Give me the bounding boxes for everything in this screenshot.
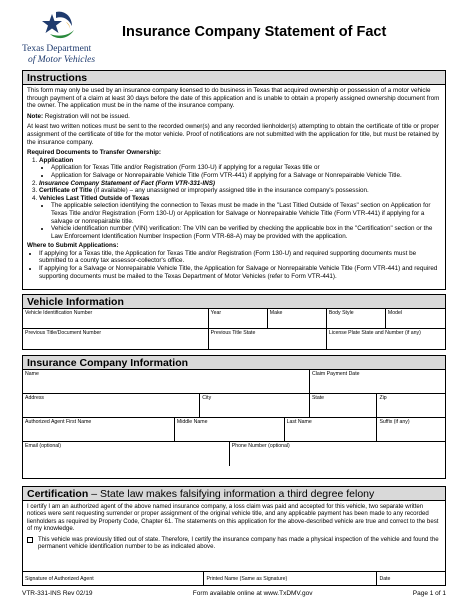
item-statement-of-fact: Insurance Company Statement of Fact (Form VTR-331-INS) xyxy=(39,179,215,187)
org-name-line2: of Motor Vehicles xyxy=(28,55,96,65)
list-item: • If applying for a Texas title, the Application for Texas Title and/or Registration (Form 130-U) and required supporting documents must be submitted to a county tax assessor-collector's office. xyxy=(39,250,441,265)
org-name-line1: Texas Department xyxy=(22,44,92,54)
vehicle-info-section xyxy=(22,294,446,350)
phone-field[interactable]: Phone Number (optional) xyxy=(231,443,290,449)
where-to-submit-heading: Where to Submit Applications: xyxy=(27,242,119,250)
item-application: Application xyxy=(39,156,74,164)
note-label: Note: xyxy=(27,112,44,120)
vehicle-info-heading: Vehicle Information xyxy=(23,295,445,309)
instructions-note xyxy=(27,113,441,121)
form-title: Insurance Company Statement of Fact xyxy=(122,24,387,40)
item-certificate-text: (if available) – any unassigned or improperly assigned title in the insurance company's possession. xyxy=(93,187,369,195)
address-field[interactable]: Address xyxy=(23,394,200,417)
model-field[interactable]: Model xyxy=(387,310,403,316)
company-name-field[interactable]: Name xyxy=(23,370,310,393)
list-item: • Vehicle identification number (VIN) verification: The VIN can be verified by checking the applicable box in the "Certification" section or the Law Enforcement Identification Number Inspection (Form VTR-68-A) may be provided with the application. xyxy=(51,225,441,240)
body-style-field[interactable]: Body Style xyxy=(327,309,386,328)
city-field[interactable]: City xyxy=(200,394,310,417)
insurance-info-heading: Insurance Company Information xyxy=(23,356,445,370)
instructions-section xyxy=(22,70,446,290)
list-item: • If applying for a Salvage or Nonrepairable Vehicle Title, the Application for Salvage or Nonrepairable Vehicle Title (Form VTR-441) and required supporting documents must be mailed to the Texas Department of Motor Vehicles (refer to Form VTR-441). xyxy=(39,265,441,280)
vehicle-row-2 xyxy=(23,329,445,349)
insurance-row-4 xyxy=(23,442,445,466)
out-of-state-check xyxy=(27,536,441,551)
zip-field[interactable]: Zip xyxy=(379,395,387,401)
list-item xyxy=(39,157,441,180)
email-field[interactable]: Email (optional) xyxy=(23,442,230,466)
middle-name-field[interactable]: Middle Name xyxy=(175,418,285,441)
signature-row xyxy=(23,571,445,585)
certification-heading xyxy=(23,487,445,501)
out-of-state-checkbox[interactable] xyxy=(27,537,33,543)
txdmv-logo xyxy=(22,8,112,64)
form-id: VTR-331-INS Rev 02/19 xyxy=(22,590,93,597)
form-online-link: Form available online at www.TxDMV.gov xyxy=(192,590,313,597)
vehicle-row-1 xyxy=(23,309,445,329)
signature-field[interactable]: Signature of Authorized Agent xyxy=(23,572,204,585)
required-docs-list xyxy=(27,157,441,241)
item-certificate-label: Certificate of Title xyxy=(39,187,93,195)
certification-warning: – State law makes falsifying information a third degree felony xyxy=(91,488,375,500)
agent-first-name-field[interactable]: Authorized Agent First Name xyxy=(23,418,175,441)
insurance-info-section xyxy=(22,355,446,479)
prev-title-state-field[interactable]: Previous Title State xyxy=(209,329,327,349)
last-name-field[interactable]: Last Name xyxy=(285,418,378,441)
date-field[interactable]: Date xyxy=(379,576,391,582)
list-item: • Application for Texas Title and/or Registration (Form 130-U) if applying for a regular Texas title or xyxy=(51,164,441,172)
list-item: • The applicable selection identifying the connection to Texas must be made in the "Last Titled Outside of Texas" section on Application for Texas Title and/or Registration (Form 130-U) or Application for Salvage or Nonrepairable Vehicle Title (Form VTR-441) if applying for a salvage or nonrepairable title. xyxy=(51,202,441,225)
vin-field[interactable]: Vehicle Identification Number xyxy=(23,309,209,328)
insurance-row-2 xyxy=(23,394,445,418)
required-docs-heading: Required Documents to Transfer Ownership: xyxy=(27,149,162,157)
instructions-paragraph-2: At least two written notices must be sent to the recorded owner(s) and any recorded lienholder(s) attempting to obtain the certificate of title or proper assignment of the certificate of title for the motor vehicle. Proof of notifications are not submitted with the application for title, but must be retained by the insurance company. xyxy=(27,123,439,146)
insurance-row-1 xyxy=(23,370,445,394)
item-outside-texas: Vehicles Last Titled Outside of Texas xyxy=(39,194,150,202)
instructions-heading: Instructions xyxy=(23,71,445,85)
star-logo-icon xyxy=(42,8,78,42)
license-plate-field[interactable]: License Plate State and Number (if any) xyxy=(328,330,421,336)
list-item xyxy=(39,195,441,241)
prev-title-field[interactable]: Previous Title/Document Number xyxy=(23,329,209,349)
suffix-field[interactable]: Suffix (if any) xyxy=(379,419,410,425)
instructions-body xyxy=(23,85,445,282)
out-of-state-text: This vehicle was previously titled out of state. Therefore, I certify the insurance company has made a physical inspection of the vehicle and found the permanent vehicle identification number to be as indicated above. xyxy=(38,535,439,551)
printed-name-field[interactable]: Printed Name (Same as Signature) xyxy=(204,572,377,585)
certification-section xyxy=(22,486,446,586)
certification-title: Certification xyxy=(27,488,89,500)
list-item xyxy=(39,180,441,188)
claim-date-field[interactable]: Claim Payment Date xyxy=(311,371,360,377)
page-footer xyxy=(22,590,446,597)
insurance-row-3 xyxy=(23,418,445,442)
list-item xyxy=(39,187,441,195)
certification-body xyxy=(23,501,445,552)
note-text: Registration will not be issued. xyxy=(44,112,130,120)
year-field[interactable]: Year xyxy=(209,309,268,328)
list-item: • Application for Salvage or Nonrepairable Vehicle Title (Form VTR-441) if applying for a Salvage or Nonrepairable Vehicle Title. xyxy=(51,172,441,180)
state-field[interactable]: State xyxy=(310,394,378,417)
where-to-submit-list xyxy=(27,250,441,280)
make-field[interactable]: Make xyxy=(268,309,327,328)
page-number: Page 1 of 1 xyxy=(412,590,446,597)
certification-text: I certify I am an authorized agent of the above named insurance company, a loss claim was paid and accepted for this vehicle, two separate written notices were sent requesting surrender or proper assignment of the original vehicle title, and any applicable payment has been made to any recorded lienholders as required by Property Code, Chapter 61. The statements on this application for the above-described vehicle are true and correct to the best of my knowledge. xyxy=(27,503,439,533)
instructions-paragraph-1: This form may only be used by an insurance company licensed to do business in Texas that acquired ownership or possession of a motor vehicle through payment of a claim at least 30 days before the date of this application and is unable to obtain a properly assigned ownership document from the owner. The application must be in the name of the insurance company. xyxy=(27,87,440,110)
